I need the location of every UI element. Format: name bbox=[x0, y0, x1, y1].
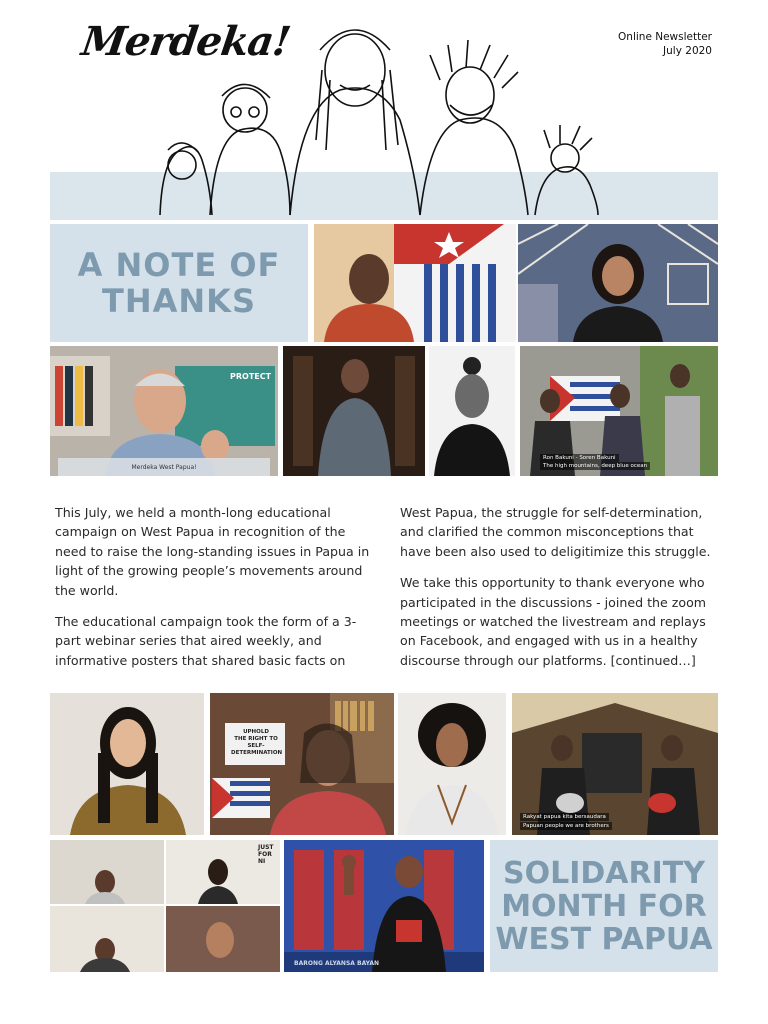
uphold-sign-line: UPHOLD bbox=[243, 729, 269, 735]
photo-woman-banner-fist bbox=[284, 840, 484, 972]
masthead-logo: Merdeka! bbox=[78, 18, 293, 65]
meta-line-2: July 2020 bbox=[663, 45, 712, 57]
caption-rakyat: Rakyat papua kita bersaudara bbox=[520, 813, 609, 821]
photo-man-with-flag bbox=[314, 224, 516, 342]
photo-woman-long-hair bbox=[50, 693, 204, 835]
meta-line-1: Online Newsletter bbox=[618, 31, 712, 43]
photo-woman-uphold-sign bbox=[210, 693, 394, 835]
photo-zoom-grid bbox=[50, 840, 280, 972]
photo-man-glasses-protest bbox=[50, 346, 278, 476]
body-column-2 bbox=[400, 503, 718, 682]
body-paragraph: The educational campaign took the form of a 3-part webinar series that aired weekly, and informative posters that shared basic facts on bbox=[55, 614, 357, 668]
caption-band-names: Ron Bakuni - Soren Bakuni bbox=[540, 454, 619, 462]
newsletter-meta bbox=[618, 30, 712, 58]
body-paragraph: West Papua, the struggle for self-determination, and clarified the common misconceptions that have been also used to deligitimize this struggle. bbox=[400, 505, 711, 559]
just-sign-text: JUST FOR NI bbox=[258, 844, 274, 865]
note-of-thanks-title: A NOTE OF THANKS bbox=[50, 224, 308, 342]
banner-text: BARONG ALYANSA BAYAN bbox=[294, 960, 380, 967]
uphold-sign-line: THE RIGHT TO bbox=[234, 736, 278, 742]
solidarity-month-title: SOLIDARITY MONTH FOR WEST PAPUA bbox=[490, 840, 718, 972]
body-paragraph: We take this opportunity to thank everyone who participated in the discussions - joined the zoom meetings or watched the livestream and replays on Facebook, and engaged with us in a healthy discourse through our platforms. [continued…] bbox=[400, 575, 707, 668]
caption-merdeka-west-papua: Merdeka West Papua! bbox=[131, 464, 197, 471]
uphold-sign bbox=[231, 729, 281, 757]
caption-band-sub: The high mountains, deep blue ocean bbox=[540, 462, 650, 470]
photo-band-with-flag bbox=[520, 346, 718, 476]
uphold-sign-line: SELF-DETERMINATION bbox=[231, 743, 283, 756]
caption-papuan-people: Papuan people we are brothers bbox=[520, 822, 612, 830]
protect-sign-text: PROTECT bbox=[230, 372, 272, 381]
photo-man-curly-hair bbox=[398, 693, 506, 835]
photo-band-guitars bbox=[512, 693, 718, 835]
photo-woman-tapa-background bbox=[518, 224, 718, 342]
body-column-1 bbox=[55, 503, 373, 682]
photo-woman-black-white bbox=[429, 346, 515, 476]
body-paragraph: This July, we held a month-long educational campaign on West Papua in recognition of the need to raise the long-standing issues in Papua in light of the growing people’s movements around the world. bbox=[55, 505, 370, 598]
photo-man-seated-dark-room bbox=[283, 346, 425, 476]
